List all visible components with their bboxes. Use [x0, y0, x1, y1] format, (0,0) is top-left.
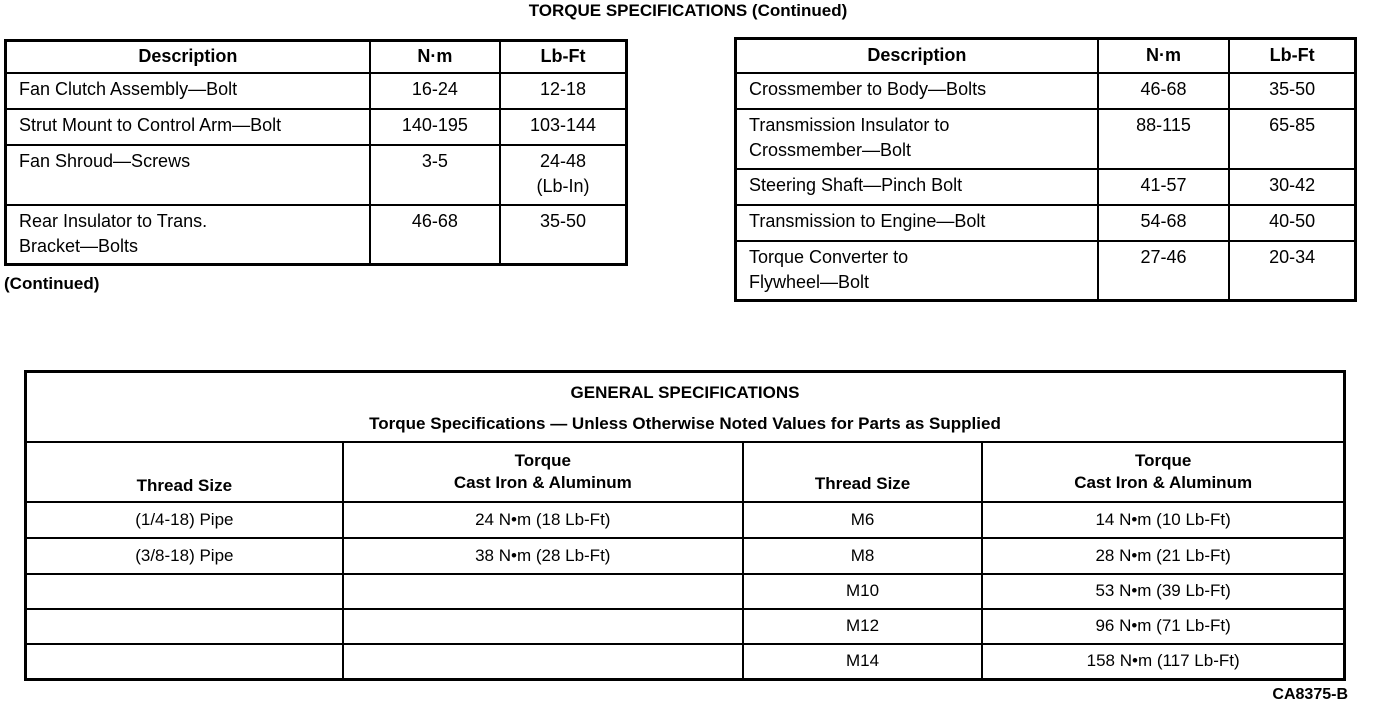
metric-thread-size-cell: M12 [743, 609, 982, 644]
description-cell [736, 109, 1098, 169]
nm-cell: 46-68 [1098, 73, 1229, 109]
table-row [736, 73, 1356, 109]
thread-size-cell: (3/8-18) Pipe [26, 538, 343, 574]
column-header-lbft: Lb-Ft [500, 41, 626, 73]
table-row [6, 205, 627, 265]
table-row [26, 644, 1345, 680]
torque-header-line: Torque [1134, 450, 1192, 470]
column-header-thread-size-metric: Thread Size [743, 442, 982, 502]
right-torque-table [734, 37, 1357, 302]
column-header-description: Description [6, 41, 370, 73]
page-title: TORQUE SPECIFICATIONS (Continued) [528, 1, 848, 20]
description-cell: Fan Shroud—Screws [6, 145, 370, 205]
lbft-cell: 65-85 [1229, 109, 1355, 169]
metric-torque-cell: 96 N•m (71 Lb-Ft) [982, 609, 1344, 644]
lbft-cell: 35-50 [500, 205, 626, 265]
description-line: Bracket—Bolts [19, 235, 139, 256]
thread-size-cell: (1/4-18) Pipe [26, 502, 343, 538]
column-header-nm: N·m [370, 41, 500, 73]
table-row [6, 73, 627, 109]
metric-thread-size-cell: M6 [743, 502, 982, 538]
thread-size-cell [26, 609, 343, 644]
column-header-torque-metric [982, 442, 1344, 502]
description-line: Rear Insulator to Trans. [19, 210, 208, 231]
metric-thread-size-cell: M10 [743, 574, 982, 609]
metric-torque-cell: 53 N•m (39 Lb-Ft) [982, 574, 1344, 609]
table-row [26, 502, 1345, 538]
table-row [26, 609, 1345, 644]
description-line: Torque Converter to [749, 246, 909, 267]
column-header-lbft: Lb-Ft [1229, 39, 1355, 73]
general-header-row [26, 442, 1345, 502]
metric-thread-size-cell: M14 [743, 644, 982, 680]
torque-header-line: Cast Iron & Aluminum [453, 472, 632, 492]
nm-cell: 3-5 [370, 145, 500, 205]
torque-header-line: Torque [514, 450, 571, 470]
description-line: Flywheel—Bolt [749, 271, 870, 292]
nm-cell: 140-195 [370, 109, 500, 145]
description-cell: Strut Mount to Control Arm—Bolt [6, 109, 370, 145]
nm-cell: 41-57 [1098, 169, 1229, 205]
lbft-cell: 40-50 [1229, 205, 1355, 241]
lbft-cell: 20-34 [1229, 241, 1355, 301]
table-row [6, 145, 627, 205]
continued-note: (Continued) [4, 274, 100, 293]
column-header-nm: N·m [1098, 39, 1229, 73]
description-line: Transmission Insulator to [749, 114, 950, 135]
lbft-cell: 103-144 [500, 109, 626, 145]
metric-torque-cell: 14 N•m (10 Lb-Ft) [982, 502, 1344, 538]
general-specifications-table [24, 370, 1346, 681]
description-cell: Crossmember to Body—Bolts [736, 73, 1098, 109]
lbft-cell: 35-50 [1229, 73, 1355, 109]
left-torque-table [4, 39, 628, 266]
torque-cell [343, 609, 743, 644]
torque-cell [343, 574, 743, 609]
table-row [736, 205, 1356, 241]
general-specifications-subtitle: Torque Specifications — Unless Otherwise Noted Values for Parts as Supplied [26, 408, 1345, 442]
table-header-row [736, 39, 1356, 73]
description-cell [6, 205, 370, 265]
metric-thread-size-cell: M8 [743, 538, 982, 574]
table-row [736, 241, 1356, 301]
general-title-row [26, 372, 1345, 408]
nm-cell: 27-46 [1098, 241, 1229, 301]
metric-torque-cell: 28 N•m (21 Lb-Ft) [982, 538, 1344, 574]
description-cell: Steering Shaft—Pinch Bolt [736, 169, 1098, 205]
nm-cell: 46-68 [370, 205, 500, 265]
thread-size-cell [26, 644, 343, 680]
description-line: Crossmember—Bolt [749, 139, 912, 160]
table-row [26, 538, 1345, 574]
lbft-unit-note: (Lb-In) [536, 175, 590, 196]
column-header-description: Description [736, 39, 1098, 73]
torque-cell: 38 N•m (28 Lb-Ft) [343, 538, 743, 574]
description-cell: Fan Clutch Assembly—Bolt [6, 73, 370, 109]
lbft-cell: 12-18 [500, 73, 626, 109]
table-row [736, 109, 1356, 169]
column-header-torque [343, 442, 743, 502]
figure-code: CA8375-B [1272, 686, 1348, 703]
general-specifications-title: GENERAL SPECIFICATIONS [26, 372, 1345, 408]
nm-cell: 16-24 [370, 73, 500, 109]
metric-torque-cell: 158 N•m (117 Lb-Ft) [982, 644, 1344, 680]
nm-cell: 54-68 [1098, 205, 1229, 241]
table-header-row [6, 41, 627, 73]
general-subtitle-row [26, 408, 1345, 442]
torque-header-line: Cast Iron & Aluminum [1074, 472, 1253, 492]
table-row [26, 574, 1345, 609]
table-row [6, 109, 627, 145]
torque-cell: 24 N•m (18 Lb-Ft) [343, 502, 743, 538]
lbft-cell: 30-42 [1229, 169, 1355, 205]
description-cell [736, 241, 1098, 301]
lbft-value: 24-48 [540, 150, 587, 171]
description-cell: Transmission to Engine—Bolt [736, 205, 1098, 241]
table-row [736, 169, 1356, 205]
nm-cell: 88-115 [1098, 109, 1229, 169]
torque-cell [343, 644, 743, 680]
thread-size-cell [26, 574, 343, 609]
lbft-cell [500, 145, 626, 205]
column-header-thread-size: Thread Size [26, 442, 343, 502]
